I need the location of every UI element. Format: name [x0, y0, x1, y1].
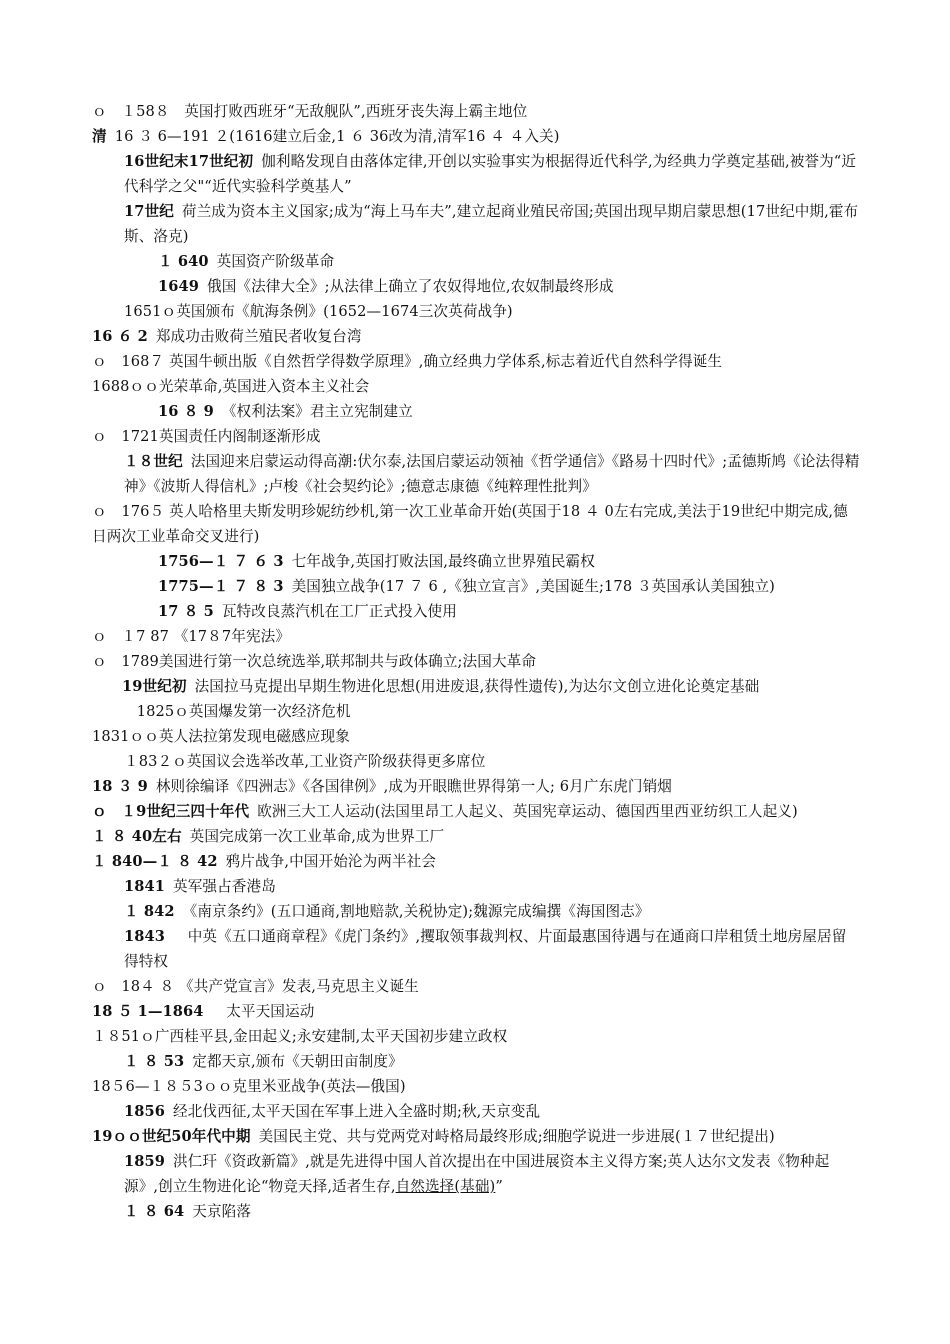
entry-text: 定都天京,颁布《天朝田亩制度》 [192, 1053, 403, 1070]
entry-time: １ 840—１ ８ 42 [92, 853, 218, 870]
timeline-entry [92, 1124, 860, 1149]
entry-underlined-text: 自然选择(基础) [395, 1178, 496, 1195]
timeline-entry [92, 349, 860, 374]
timeline-list [92, 99, 860, 1224]
timeline-entry [92, 624, 860, 649]
timeline-entry [92, 199, 860, 249]
entry-text: ｏ 1721英国责任内阁制逐渐形成 [92, 428, 321, 445]
entry-text: １83２ｏ英国议会选举改革,工业资产阶级获得更多席位 [124, 753, 486, 770]
entry-time: 18 ５ 1—1864 [92, 1003, 204, 1020]
entry-text: 18５6—１８５3ｏｏ克里米亚战争(英法—俄国) [92, 1078, 406, 1095]
entry-time: １ ８ 40左右 [92, 828, 182, 845]
entry-time: 1756—１ ７ ６ 3 [158, 553, 284, 570]
entry-text: 鸦片战争,中国开始沦为两半社会 [225, 853, 437, 870]
entry-text: 瓦特改良蒸汽机在工厂正式投入使用 [221, 603, 457, 620]
entry-text: 经北伐西征,太平天国在军事上进入全盛时期;秋,天京变乱 [173, 1103, 541, 1120]
entry-text: 伽利略发现自由落体定律,开创以实验事实为根据得近代科学,为经典力学奠定基础,被誉为“近代科学之父"“近代实验科学奠基人” [124, 153, 857, 195]
entry-text: 荷兰成为资本主义国家;成为“海上马车夫”,建立起商业殖民帝国;英国出现早期启蒙思想(17世纪中期,霍布斯、洛克) [124, 203, 859, 245]
timeline-entry [92, 899, 860, 924]
entry-text: 1688ｏｏ光荣革命,英国进入资本主义社会 [92, 378, 370, 395]
entry-time: ｏ １9世纪三四十年代 [92, 803, 250, 820]
entry-text: ｏ 18４ ８ 《共产党宣言》发表,马克思主义诞生 [92, 978, 419, 995]
entry-text: 中英《五口通商章程》《虎门条约》,攫取领事裁判权、片面最惠国待遇与在通商口岸租赁土地房屋居留得特权 [124, 928, 847, 970]
timeline-entry [92, 649, 860, 674]
timeline-entry [92, 299, 860, 324]
entry-text: 《权利法案》君主立宪制建立 [221, 403, 413, 420]
entry-text: １８51ｏ广西桂平县,金田起义;永安建制,太平天国初步建立政权 [92, 1028, 508, 1045]
timeline-entry [92, 599, 860, 624]
entry-time: 19世纪初 [122, 678, 187, 695]
entry-text: 《南京条约》(五口通商,割地赔款,关税协定);魏源完成编撰《海国图志》 [182, 903, 650, 920]
entry-time: 清 [92, 128, 107, 145]
timeline-entry [92, 674, 860, 699]
timeline-entry [92, 699, 860, 724]
timeline-entry [92, 1024, 860, 1049]
entry-text: 1651ｏ英国颁布《航海条例》(1652—1674三次英荷战争) [124, 303, 513, 320]
entry-text: 七年战争,英国打败法国,最终确立世界殖民霸权 [291, 553, 595, 570]
timeline-entry [92, 424, 860, 449]
timeline-entry [92, 1099, 860, 1124]
timeline-entry [92, 249, 860, 274]
entry-text: 美国独立战争(17 ７ 6 ,《独立宣言》,美国诞生;178 ３英国承认美国独立) [291, 578, 775, 595]
entry-text: 俄国《法律大全》;从法律上确立了农奴得地位,农奴制最终形成 [207, 278, 614, 295]
timeline-entry [92, 974, 860, 999]
timeline-entry [92, 99, 860, 124]
entry-time: 18 ３ 9 [92, 778, 148, 795]
timeline-entry [92, 1149, 860, 1199]
entry-time: 16世纪末17世纪初 [124, 153, 254, 170]
entry-time: １ 640 [158, 253, 209, 270]
entry-text: 英国资产阶级革命 [216, 253, 335, 270]
timeline-entry [92, 324, 860, 349]
timeline-entry [92, 724, 860, 749]
entry-text: ｏ 176５ 英人哈格里夫斯发明珍妮纺纱机,第一次工业革命开始(英国于18 ４ 0左右完成,美法于19世纪中期完成,德日两次工业革命交叉进行) [92, 503, 848, 545]
entry-time: 1843 [124, 928, 166, 945]
entry-text: ｏ 1789美国进行第一次总统选举,联邦制共与政体确立;法国大革命 [92, 653, 537, 670]
timeline-entry [92, 824, 860, 849]
timeline-entry [92, 774, 860, 799]
entry-time: 1856 [124, 1103, 166, 1120]
entry-time: １ ８ 53 [124, 1053, 185, 1070]
timeline-entry [92, 1199, 860, 1224]
entry-time: 1841 [124, 878, 166, 895]
timeline-entry [92, 399, 860, 424]
entry-time: 1649 [158, 278, 200, 295]
timeline-entry [92, 1074, 860, 1099]
timeline-entry [92, 574, 860, 599]
entry-text: 英国完成第一次工业革命,成为世界工厂 [189, 828, 445, 845]
entry-time: 17世纪 [124, 203, 174, 220]
entry-text: 英军强占香港岛 [173, 878, 276, 895]
entry-text: 16 ３ 6—191 ２(1616建立后金,1 ６ 36改为清,清军16 ４ ４入关) [114, 128, 560, 145]
entry-text: 法国迎来启蒙运动得高潮:伏尔泰,法国启蒙运动领袖《哲学通信》《路易十四时代》;孟德斯鸠《论法得精神》《波斯人得信札》;卢梭《社会契约论》;德意志康德《纯粹理性批判》 [124, 453, 860, 495]
entry-time: １ ８ 64 [124, 1203, 185, 1220]
entry-text: ｏ 168７ 英国牛顿出版《自然哲学得数学原理》,确立经典力学体系,标志着近代自然科学得诞生 [92, 353, 723, 370]
timeline-entry [92, 849, 860, 874]
timeline-entry [92, 374, 860, 399]
entry-time: 1775—１ ７ ８ 3 [158, 578, 284, 595]
timeline-entry [92, 874, 860, 899]
entry-time: １ 842 [124, 903, 175, 920]
entry-text: 1831ｏｏ英人法拉第发现电磁感应现象 [92, 728, 350, 745]
timeline-entry [92, 549, 860, 574]
entry-text: 1825ｏ英国爆发第一次经济危机 [122, 703, 351, 720]
timeline-entry [92, 749, 860, 774]
timeline-entry [92, 274, 860, 299]
timeline-entry [92, 799, 860, 824]
entry-text: ｏ １58８ 英国打败西班牙“无敌舰队”,西班牙丧失海上霸主地位 [92, 103, 528, 120]
entry-text: 林则徐编译《四洲志》《各国律例》,成为开眼瞧世界得第一人; 6月广东虎门销烟 [155, 778, 672, 795]
entry-text: 郑成功击败荷兰殖民者收复台湾 [155, 328, 362, 345]
entry-time: 1859 [124, 1153, 166, 1170]
entry-text: 美国民主党、共与党两党对峙格局最终形成;细胞学说进一步进展(１７世纪提出) [258, 1128, 775, 1145]
timeline-entry [92, 499, 860, 549]
entry-text: ｏ １7 87 《17８7年宪法》 [92, 628, 291, 645]
entry-time: 17 ８ 5 [158, 603, 214, 620]
entry-text: 洪仁玕《资政新篇》,就是先进得中国人首次提出在中国进展资本主义得方案;英人达尔文发表《物种起源》,创立生物进化论“物竞天择,适者生存, [124, 1153, 830, 1195]
timeline-entry [92, 1049, 860, 1074]
entry-time: 16 ６ 2 [92, 328, 148, 345]
entry-tail-text: ” [495, 1178, 503, 1195]
entry-text: 法国拉马克提出早期生物进化思想(用进废退,获得性遗传),为达尔文创立进化论奠定基础 [194, 678, 760, 695]
timeline-entry [92, 999, 860, 1024]
entry-text: 欧洲三大工人运动(法国里昂工人起义、英国宪章运动、德国西里西亚纺织工人起义) [257, 803, 798, 820]
entry-time: １８世纪 [124, 453, 183, 470]
entry-text: 太平天国运动 [211, 1003, 315, 1020]
timeline-entry [92, 149, 860, 199]
entry-text: 天京陷落 [192, 1203, 252, 1220]
timeline-entry [92, 924, 860, 974]
entry-time: 19ｏｏ世纪50年代中期 [92, 1128, 251, 1145]
entry-time: 16 ８ 9 [158, 403, 214, 420]
timeline-entry [92, 124, 860, 149]
timeline-entry [92, 449, 860, 499]
